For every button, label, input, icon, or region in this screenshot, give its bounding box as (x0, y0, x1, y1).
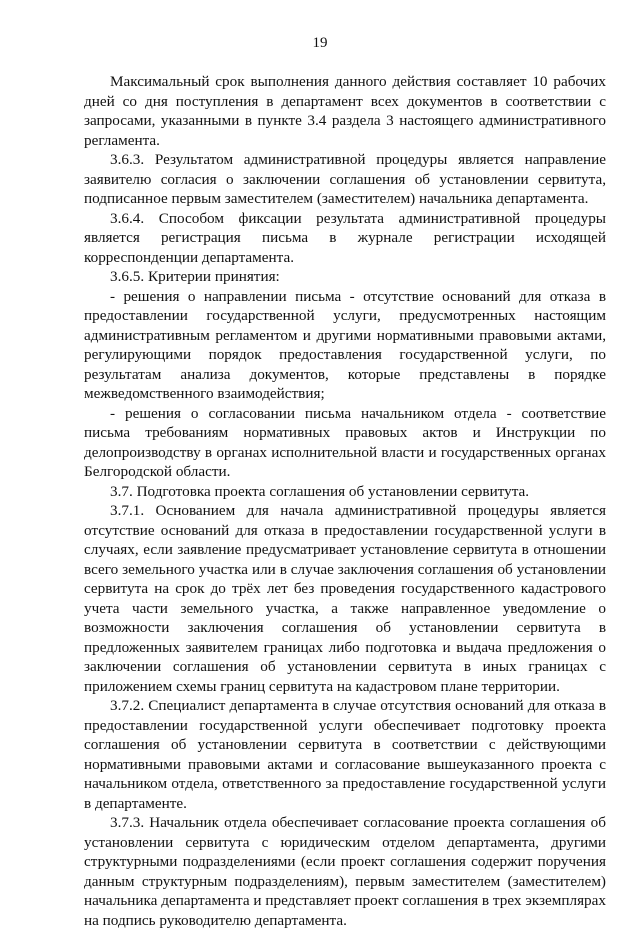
paragraph-max-term: Максимальный срок выполнения данного действия составляет 10 рабочих дней со дня поступления в департамент всех документов в соответствии с запросами, указанными в пункте 3.4 раздела 3 настоящего административного регламента. (84, 73, 606, 149)
paragraph-3-6-5: 3.6.5. Критерии принятия: (110, 268, 280, 285)
paragraph-3-7-2: 3.7.2. Специалист департамента в случае отсутствия оснований для отказа в предоставлении государственной услуги обеспечивает подготовку проекта соглашения об установлении сервитута в соответствии с действующими нормативными правовыми актами и согласование вышеуказанного проекта с начальником отдела, ответственного за предоставление государственной услуги в департаменте. (84, 697, 606, 812)
criteria-item-approval: - решения о согласовании письма начальником отдела - соответствие письма требованиям нормативных правовых актов и Инструкции по делопроизводству в органах исполнительной власти и государственных органах Белгородской области. (84, 404, 606, 480)
document-body (84, 72, 606, 930)
section-3-7-heading: 3.7. Подготовка проекта соглашения об установлении сервитута. (110, 482, 530, 500)
paragraph-3-6-4: 3.6.4. Способом фиксации результата административной процедуры является регистрация письма в журнале регистрации исходящей корреспонденции департамента. (84, 209, 606, 266)
paragraph-3-6-3: 3.6.3. Результатом административной процедуры является направление заявителю согласия о заключении соглашения об установлении сервитута, подписанное первым заместителем (заместителем) начальника департамента. (84, 151, 606, 207)
paragraph-3-7-1: 3.7.1. Основанием для начала административной процедуры является отсутствие оснований для отказа в предоставлении государственной услуги в случаях, если заявление предусматривает установление сервитута в отношении всего земельного участка или в случае заключения соглашения об установлении сервитута на срок до трёх лет без проведения государственного кадастрового учета части земельного участка, а также направленное уведомление о возможности заключения соглашения об установлении сервитута в предложенных заявителем границах либо подготовка и выдача предложения о заключении соглашения об установлении сервитута в иных границах с приложением схемы границ сервитута на кадастровом плане территории. (84, 502, 606, 695)
page-number: 19 (312, 35, 328, 51)
criteria-item-letter: - решения о направлении письма - отсутствие оснований для отказа в предоставлении государственной услуги, предусмотренных настоящим административным регламентом и другими нормативными правовыми актами, регулирующими порядок предоставления государственной услуги, по результатам анализа документов, которые представлены в порядке межведомственного взаимодействия; (84, 287, 606, 402)
paragraph-3-7-3: 3.7.3. Начальник отдела обеспечивает согласование проекта соглашения об установлении сервитута с юридическим отделом департамента, другими структурными подразделениями (если проект соглашения содержит поручения данным структурным подразделениям), первым заместителем (заместителем) начальника департамента и представляет проект соглашения в трех экземплярах на подпись руководителю департамента. (84, 814, 606, 929)
